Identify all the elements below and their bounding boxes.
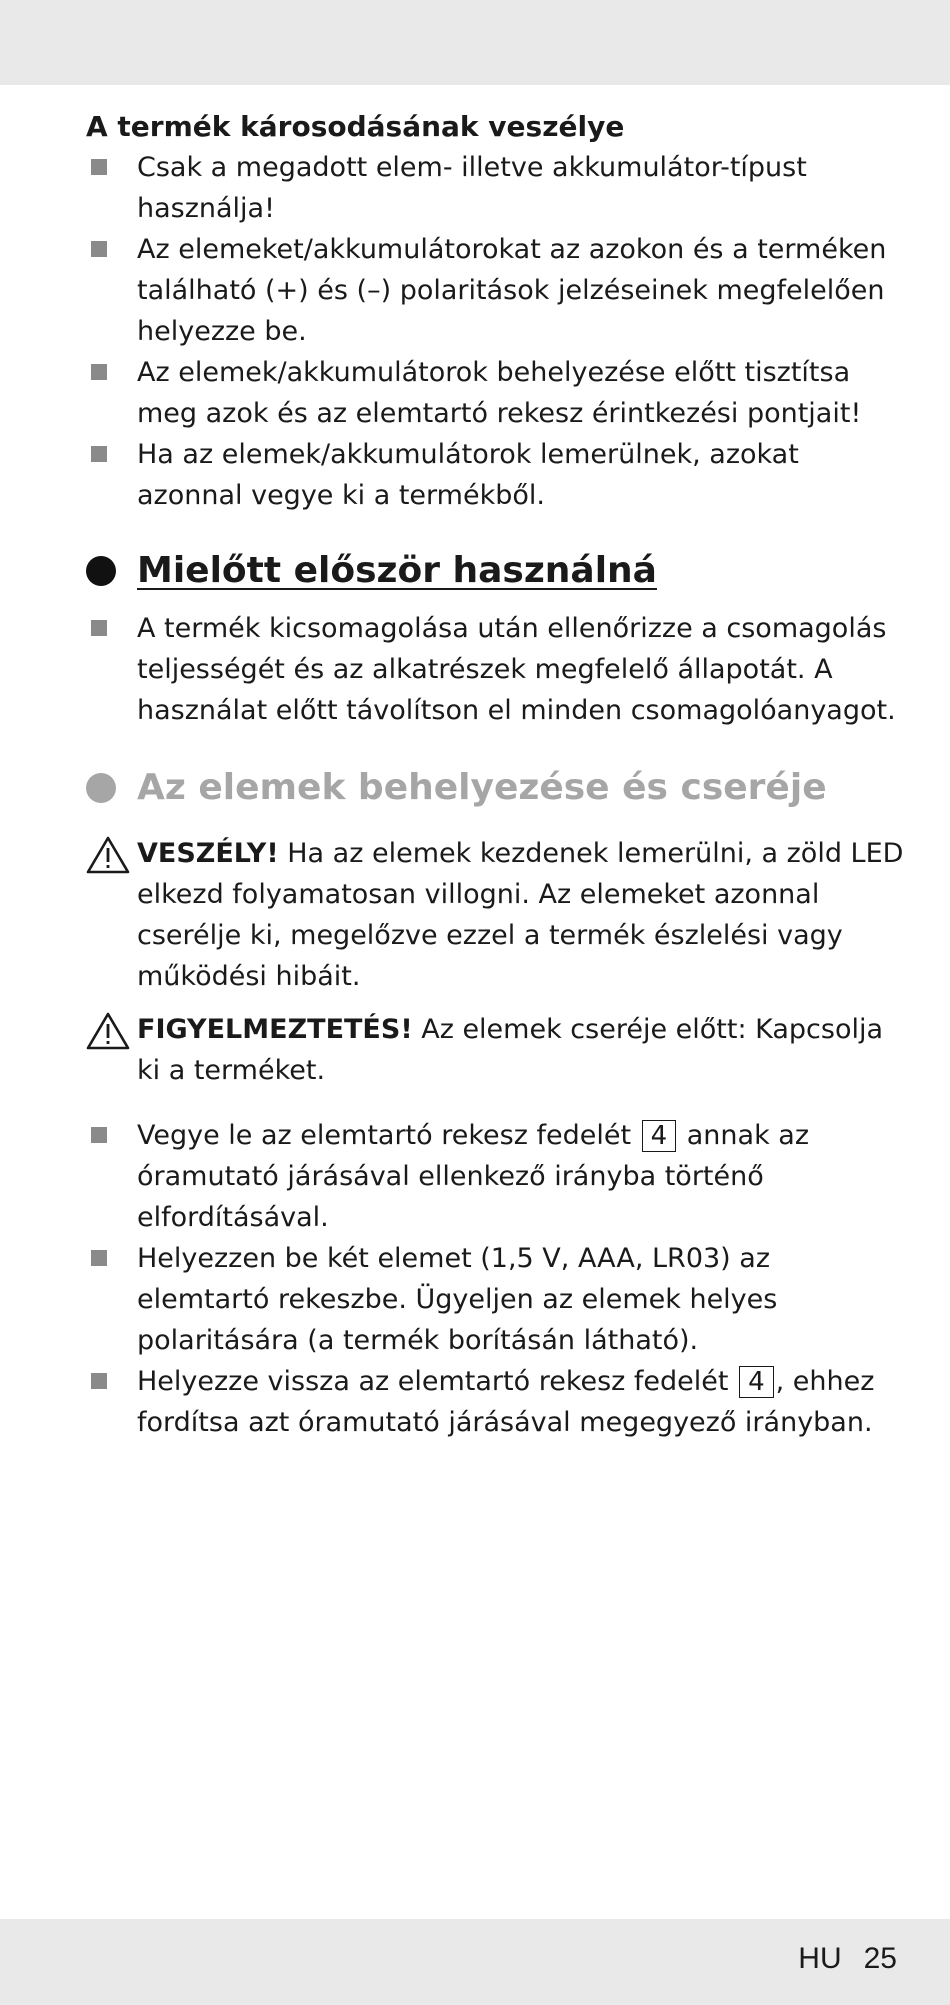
first-use-list [86,608,906,731]
list-item [86,229,906,352]
batteries-list [86,1115,906,1443]
circle-bullet-icon [86,556,116,586]
language-code: HU [798,1942,842,1975]
warning-triangle-icon [86,1012,130,1050]
batteries-title: Az elemek behelyezése és cseréje [137,767,827,808]
list-item [86,1115,906,1238]
warning-notice [86,1009,906,1091]
list-item-text-after: annak az óramutató járásával ellenkező irányba történő elfordításával. [137,1120,810,1233]
top-band [0,0,950,85]
page-content [86,107,906,1443]
warning-text: Az elemek cseréje előtt: Kapcsolja ki a terméket. [137,1014,884,1086]
square-bullet-icon [91,241,107,257]
batteries-section-heading [86,761,906,815]
square-bullet-icon [91,1127,107,1143]
list-item [86,608,906,731]
danger-notice [86,833,906,997]
list-item-text: Helyezzen be két elemet (1,5 V, AAA, LR03) az elemtartó rekeszbe. Ügyeljen az elemek helyes polaritására (a termék borításán látható). [137,1243,778,1356]
square-bullet-icon [91,364,107,380]
danger-label: VESZÉLY! [137,838,279,869]
list-item-text: A termék kicsomagolása után ellenőrizze a csomagolás teljességét és az alkatrészek megfelelő állapotát. A használat előtt távolítson el minden csomagolóanyagot. [137,613,896,726]
square-bullet-icon [91,159,107,175]
part-reference-box: 4 [642,1120,677,1152]
first-use-title: Mielőtt először használná [137,550,657,591]
list-item-text: Csak a megadott elem- illetve akkumulátor-típust használja! [137,152,807,224]
warning-triangle-icon [86,836,130,874]
list-item [86,1361,906,1443]
square-bullet-icon [91,1373,107,1389]
damage-list [86,147,906,516]
list-item-text: Az elemek/akkumulátorok behelyezése előtt tisztítsa meg azok és az elemtartó rekesz érintkezési pontjait! [137,357,862,429]
part-reference-box: 4 [739,1366,774,1398]
list-item [86,352,906,434]
first-use-section-heading [86,544,906,598]
list-item-text: Az elemeket/akkumulátorokat az azokon és a terméken található (+) és (–) polaritások jelzéseinek megfelelően helyezze be. [137,234,887,347]
square-bullet-icon [91,620,107,636]
danger-text: Ha az elemek kezdenek lemerülni, a zöld LED elkezd folyamatosan villogni. Az elemeket azonnal cserélje ki, megelőzve ezzel a termék észlelési vagy működési hibáit. [137,838,904,992]
list-item-text: Ha az elemek/akkumulátorok lemerülnek, azokat azonnal vegye ki a termékből. [137,439,799,511]
list-item [86,434,906,516]
list-item [86,1238,906,1361]
list-item-text-after: , ehhez fordítsa azt óramutató járásával megegyező irányban. [137,1366,875,1438]
square-bullet-icon [91,1250,107,1266]
list-item-text-before: Helyezze vissza az elemtartó rekesz fedelét [137,1366,738,1397]
circle-bullet-icon [86,773,116,803]
list-item [86,147,906,229]
page-number: 25 [863,1942,897,1975]
damage-heading: A termék károsodásának veszélye [86,110,625,143]
page-footer [798,1942,897,1976]
list-item-text-before: Vegye le az elemtartó rekesz fedelét [137,1120,640,1151]
warning-label: FIGYELMEZTETÉS! [137,1014,413,1045]
square-bullet-icon [91,446,107,462]
